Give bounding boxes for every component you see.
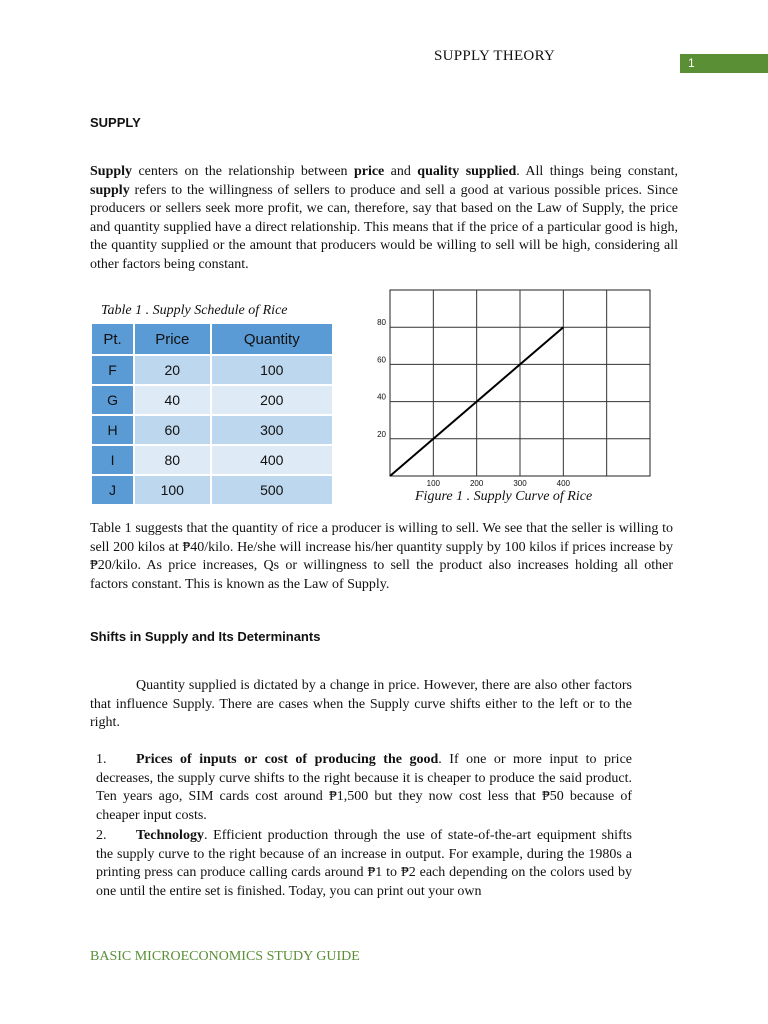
section-heading-shifts: Shifts in Supply and Its Determinants	[90, 629, 321, 644]
determinant-item-technology	[96, 827, 632, 901]
bold-term: supply	[90, 182, 130, 198]
header-title: SUPPLY THEORY	[434, 48, 556, 64]
bold-term: Supply	[90, 164, 133, 179]
item-number: 2.	[96, 828, 107, 843]
price-cell: 100	[134, 475, 211, 505]
footer-title: BASIC MICROECONOMICS STUDY GUIDE	[90, 949, 360, 964]
supply-definition-paragraph	[90, 163, 678, 274]
item-number: 1.	[96, 752, 107, 767]
quantity-cell: 500	[211, 475, 333, 505]
bold-term: price	[353, 164, 385, 179]
y-tick-label: 20	[377, 429, 386, 439]
item-title: Prices of inputs or cost of producing the good	[136, 752, 439, 767]
table-explanation-paragraph: Table 1 suggests that the quantity of rice a producer is willing to sell. We see that the seller is willing to sell 200 kilos at ₱40/kilo. He/she will increase his/her quantity supply by 100 kilos if prices increase by ₱20/kilo. As price increases, Qs or willingness to sell the product also increases holding all other factors constant. This is known as the Law of Supply.	[90, 521, 673, 592]
price-cell: 80	[134, 445, 211, 475]
item-title: Technology	[136, 828, 204, 843]
header-cell-quantity: Quantity	[211, 323, 333, 355]
y-tick-label: 80	[377, 318, 386, 328]
table-header-row	[91, 323, 333, 355]
quantity-cell: 300	[211, 415, 333, 445]
supply-schedule-table	[90, 322, 334, 506]
text-run: centers on the relationship between	[132, 164, 354, 179]
quantity-cell: 400	[211, 445, 333, 475]
section-heading-supply: SUPPLY	[90, 115, 141, 130]
quantity-cell: 100	[211, 355, 333, 385]
x-tick-label: 100	[426, 479, 441, 488]
bold-term: quality supplied	[417, 164, 517, 179]
header-cell-price: Price	[134, 323, 211, 355]
x-tick-label: 200	[469, 479, 484, 488]
quantity-cell: 200	[211, 385, 333, 415]
point-cell: G	[91, 385, 134, 415]
text-run: refers to the willingness of sellers to produce and sell a good at various possible prices. Since producers or sellers seek more profit, we can, therefore, say that based on the Law of Supply, the price and quantity supplied have a direct relationship. This means that if the price of a particular good is high, the quantity supplied or the amount that producers would be willing to sell will be high, considering all other factors being constant.	[90, 182, 678, 272]
y-tick-label: 60	[377, 355, 386, 365]
price-cell: 60	[134, 415, 211, 445]
supply-curve-chart	[360, 288, 660, 488]
header-cell-pt: Pt.	[91, 323, 134, 355]
item-text: . If one or more input to price decreases, the supply curve shifts to the right because it is cheaper to produce the said product. Ten years ago, SIM cards cost around ₱1,500 but they now cost less that ₱50 because of cheaper input costs.	[96, 752, 632, 823]
text-run: and	[384, 164, 418, 179]
point-cell: F	[91, 355, 134, 385]
price-cell: 40	[134, 385, 211, 415]
table-row	[91, 475, 333, 505]
table-row	[91, 415, 333, 445]
determinant-item-inputs	[96, 751, 632, 825]
figure-caption: Figure 1 . Supply Curve of Rice	[415, 489, 593, 504]
table-caption: Table 1 . Supply Schedule of Rice	[101, 303, 288, 318]
x-tick-label: 400	[556, 479, 571, 488]
point-cell: H	[91, 415, 134, 445]
text-run: . All things being constant,	[516, 164, 678, 179]
price-cell: 20	[134, 355, 211, 385]
shifts-intro-paragraph: Quantity supplied is dictated by a change in price. However, there are also other factors that influence Supply. There are cases when the Supply curve shifts either to the left or to the right.	[90, 678, 632, 730]
x-tick-label: 300	[513, 479, 527, 488]
page-number-badge: 1	[680, 54, 768, 73]
table-row	[91, 355, 333, 385]
table-row	[91, 385, 333, 415]
table-row	[91, 445, 333, 475]
point-cell: J	[91, 475, 134, 505]
point-cell: I	[91, 445, 134, 475]
y-tick-label: 40	[377, 392, 386, 402]
item-text: . Efficient production through the use of state-of-the-art equipment shifts the supply curve to the right because of an increase in output. For example, during the 1980s a printing press can produce calling cards around ₱1 to ₱2 each depending on the colors used by one until the entire set is finished. Today, you can print out your own	[96, 828, 632, 899]
